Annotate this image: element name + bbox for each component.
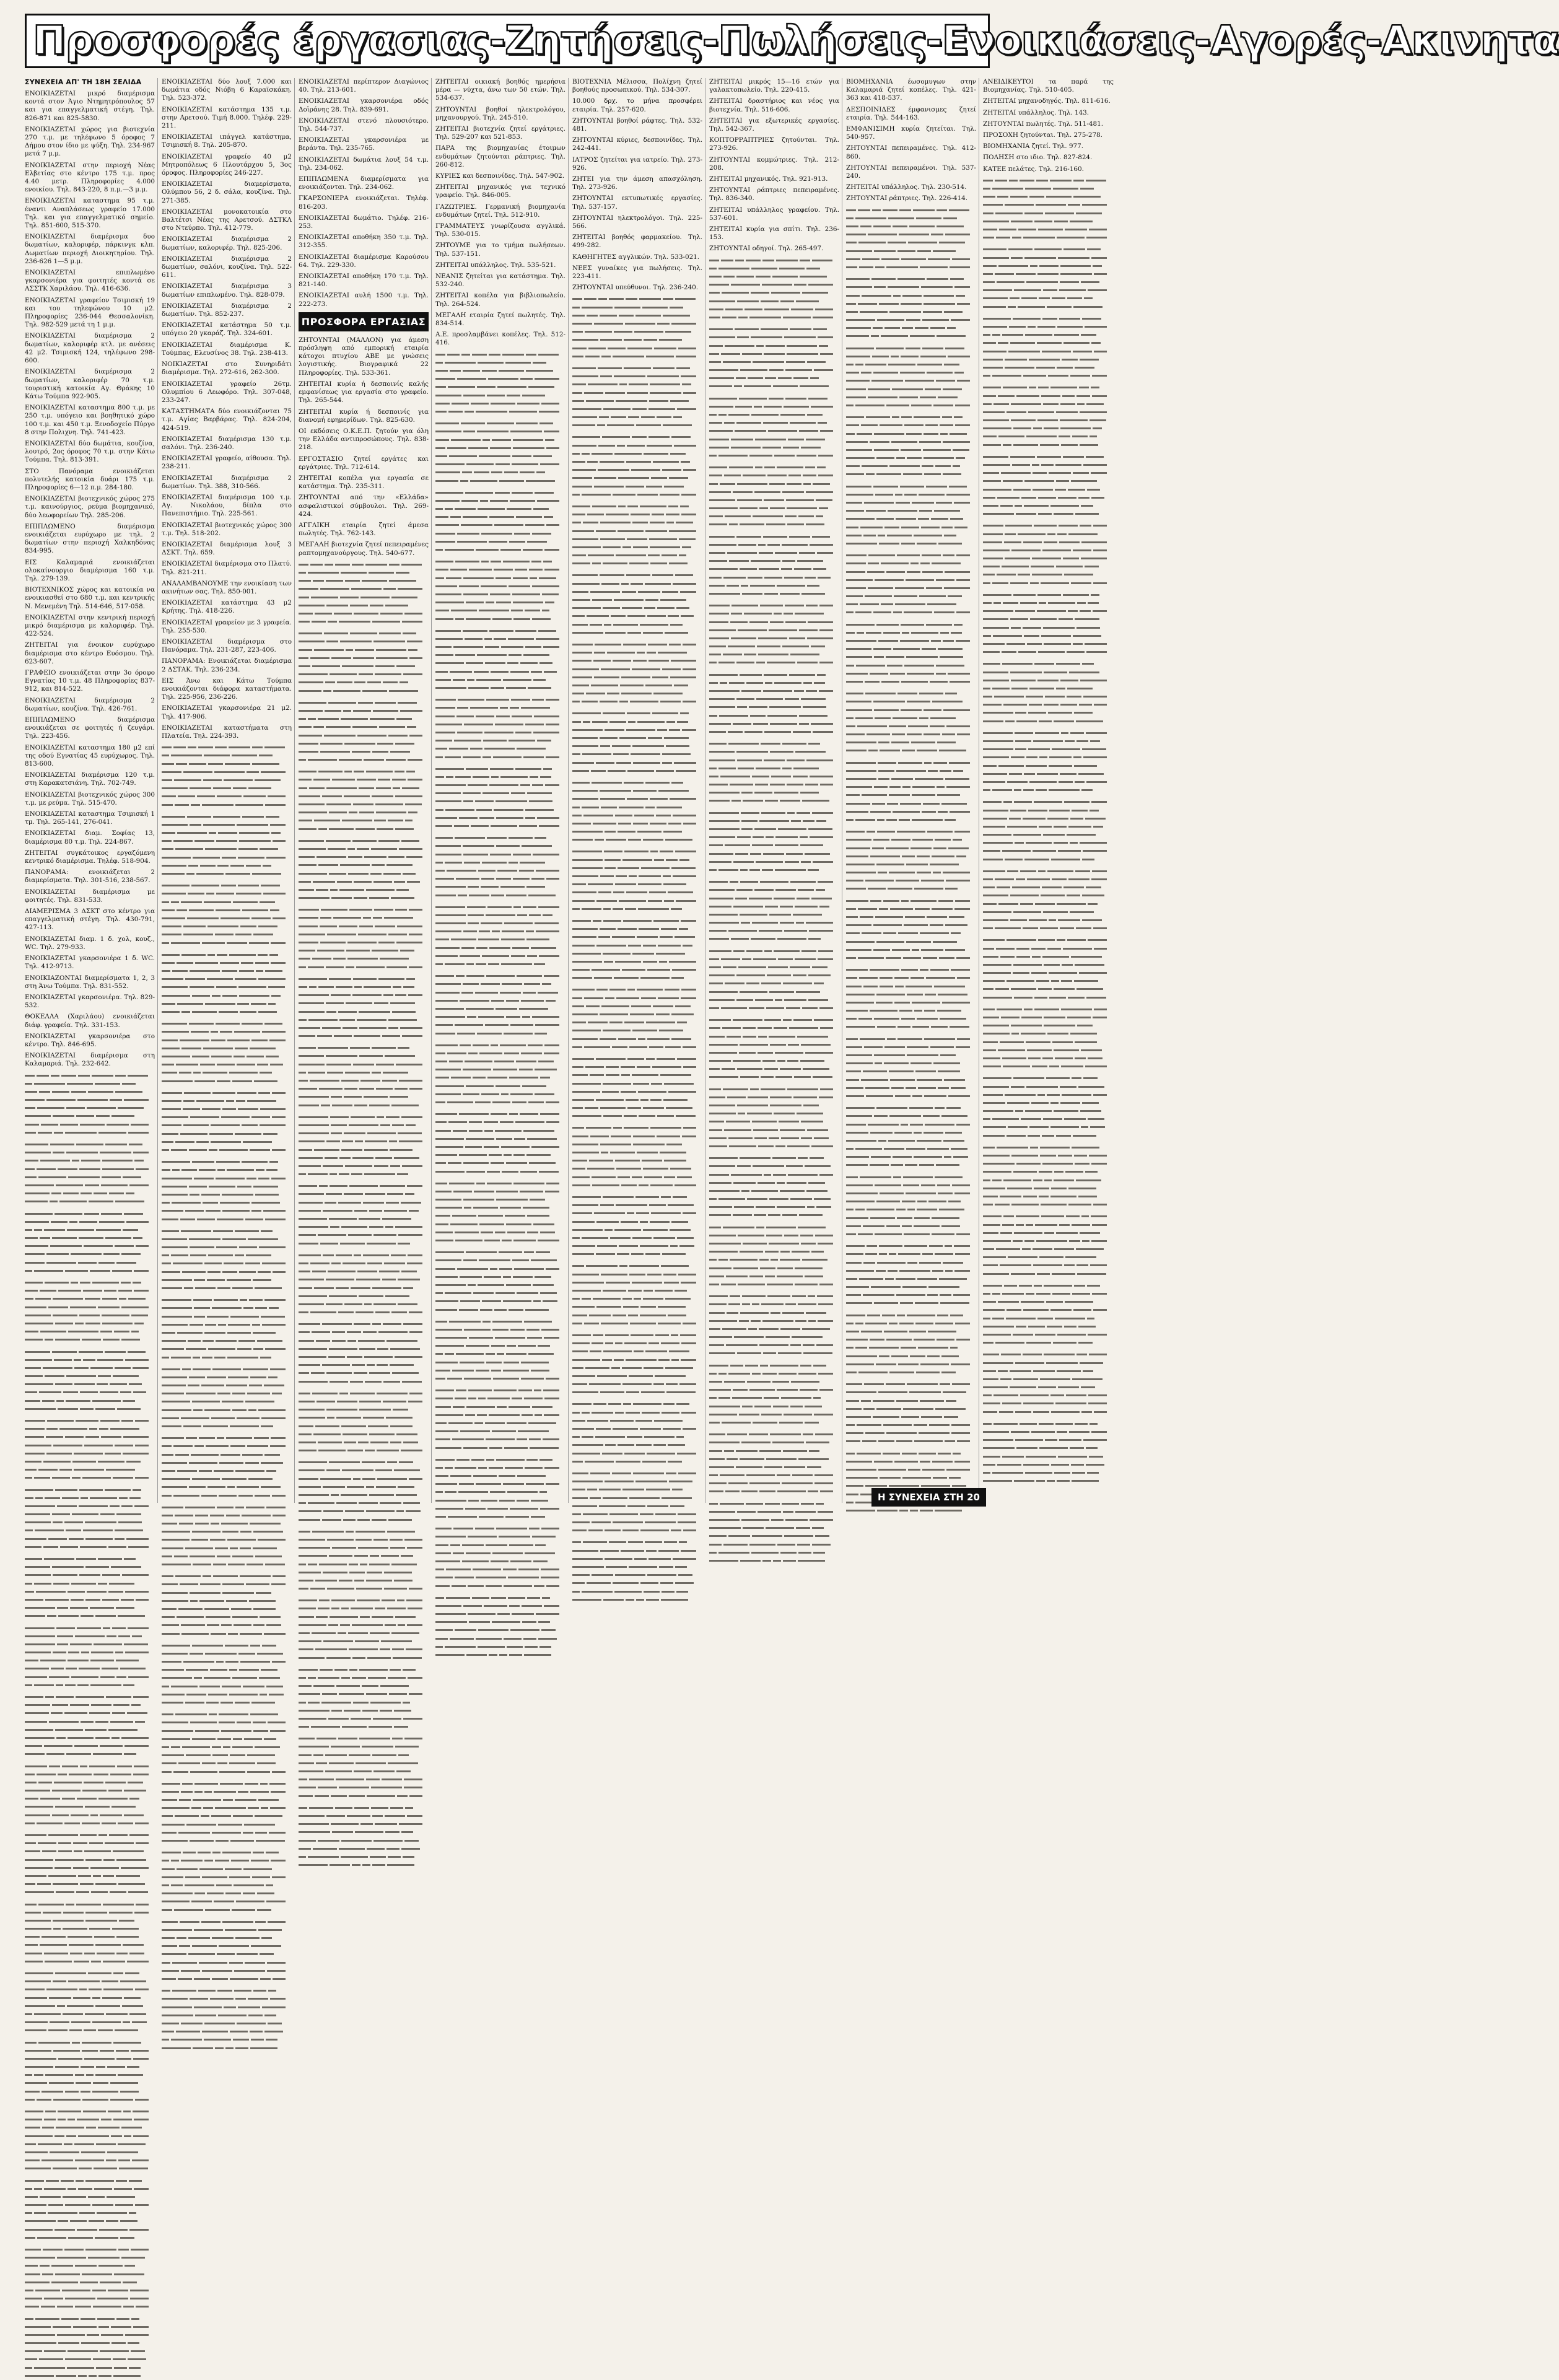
classified-ad: ΕΝΟΙΚΙΑΖΕΤΑΙ γκαρσονιέρα στο κέντρο. Τηλ. 846-695. bbox=[25, 1032, 155, 1048]
classified-ad: ΚΑΘΗΓΗΤΕΣ αγγλικών. Τηλ. 533-021. bbox=[572, 253, 700, 261]
classified-ad: ΖΗΤΕΙΤΑΙ υπάλληλος. Τηλ. 143. bbox=[983, 108, 1090, 116]
classified-ad: ΕΝΟΙΚΙΑΖΕΤΑΙ κατάστημα 50 τ.μ. υπόγειο 20 γκαράζ. Τηλ. 324-601. bbox=[162, 322, 292, 338]
classified-ad: ΕΝΟΙΚΙΑΖΕΤΑΙ δωμάτιο. Τηλέφ. 216-253. bbox=[299, 214, 429, 230]
classified-ad: ΕΝΟΙΚΙΑΖΕΤΑΙ διαμέρισμα στο Πλατύ. Τηλ. 821-211. bbox=[162, 560, 292, 576]
classified-ad: ΖΗΤΕΙΤΑΙ βοηθός φαρμακείου. Τηλ. 499-282. bbox=[572, 234, 702, 250]
classified-ad: ΖΗΤΟΥΝΤΑΙ οδηγοί. Τηλ. 265-497. bbox=[709, 245, 824, 253]
section-title-job-offers: ΠΡΟΣΦΟΡΑ ΕΡΓΑΣΙΑΣ bbox=[299, 312, 429, 331]
classified-ad: ΝΟΙΚΙΑΖΕΤΑΙ στο Συνηριδάτι διαμέρισμα. Τηλ. 272-616, 262-300. bbox=[162, 361, 292, 377]
classified-ad: ΓΚΑΡΣΟΝΙΕΡΑ ενοικιάζεται. Τηλέφ. 816-203. bbox=[299, 195, 429, 211]
classified-ad: ΝΕΑΝΙΣ ζητείται για κατάστημα. Τηλ. 532-240. bbox=[435, 273, 566, 289]
column-4 bbox=[435, 78, 569, 1503]
classified-ad: ΖΗΤΕΙΤΑΙ συγκάτοικος εργαζόμενη κεντρικό διαμέρισμα. Τηλέφ. 518-904. bbox=[25, 849, 155, 865]
classified-ad: ΕΝΟΙΚΙΑΖΕΤΑΙ διαμέρισμα 2 δωματίων, κουζίνα. Τηλ. 426-761. bbox=[25, 696, 155, 712]
classified-ad: ΚΟΠΤΟΡΡΑΠΤΡΙΕΣ ζητούνται. Τηλ. 273-926. bbox=[709, 136, 839, 152]
classified-ad: ΕΝΟΙΚΙΑΖΕΤΑΙ γραφείον Τσιμισκή 19 και του τηλεφώνου 10 μ2. Πληροφορίες 236-044 Θεσσαλονίκη. Τηλ. 982-529 μετά τη 1 μ.μ. bbox=[25, 296, 155, 329]
classified-ad: ΕΠΙΠΛΩΜΕΝΟ διαμέρισμα ενοικιάζεται ευρύχωρο με τηλ. 2 δωματίων στην περιοχή Χαλκηδόνας 834-995. bbox=[25, 522, 155, 555]
classified-ad: ΔΕΣΠΟΙΝΙΔΕΣ έμφανισμες ζητεί εταιρία. Τηλ. 544-163. bbox=[846, 105, 976, 121]
text-block-placeholder bbox=[162, 743, 292, 2052]
classified-ad: ΕΝΟΙΚΙΑΖΕΤΑΙ διαμέρισμα Καρούσου 64. Τηλ. 229-330. bbox=[299, 253, 429, 269]
classified-ad: ΘΟΚΕΛΛΑ (Χαριλάου) ενοικιάζεται διάφ. γραφεία. Τηλ. 331-153. bbox=[25, 1013, 155, 1029]
classified-ad: ΕΝΟΙΚΙΑΖΕΤΑΙ διαμέρισμα με φοιτητές. Τηλ. 831-533. bbox=[25, 888, 155, 904]
classified-ad: ΜΕΓΑΛΗ εταιρία ζητεί πωλητές. Τηλ. 834-514. bbox=[435, 311, 566, 328]
classified-ad: ΣΤΟ Πανόραμα ενοικιάζεται πολυτελής κατοικία δυάρι 175 τ.μ. Πληροφορίες 6—12 π.μ. 284-180. bbox=[25, 467, 155, 491]
classified-ad: ΖΗΤΟΥΝΤΑΙ κύριες, δεσποινίδες. Τηλ. 242-441. bbox=[572, 136, 702, 152]
classified-ad: ΑΝΑΛΑΜΒΑΝΟΥΜΕ την ενοικίαση των ακινήτων σας. Τηλ. 850-001. bbox=[162, 579, 292, 595]
column-2 bbox=[162, 78, 295, 1503]
classified-ad: ΕΝΟΙΚΙΑΖΕΤΑΙ περίπτερον Διαγώνιος 40. Τηλ. 213-601. bbox=[299, 78, 429, 94]
classified-ad: ΕΝΟΙΚΙΑΖΕΤΑΙ δωμάτια λουξ 54 τ.μ. Τηλ. 234-062. bbox=[299, 155, 429, 172]
classified-ad: ΖΗΤΕΙΤΑΙ υπάλληλος. Τηλ. 535-521. bbox=[435, 261, 556, 269]
text-block-placeholder bbox=[709, 256, 839, 1565]
classified-ad: ΕΠΙΠΛΩΜΕΝΑ διαμερίσματα για ενοικιάζονται. Τηλ. 234-062. bbox=[299, 175, 429, 191]
job-ad: ΖΗΤΕΙΤΑΙ κυρία ή δεσποινίς καλής εμφανίσεως για εργασία στο γραφείο. Τηλ. 265-544. bbox=[299, 380, 429, 405]
classified-ad: Α.Ε. προσλαμβάνει κοπέλες. Τηλ. 512-416. bbox=[435, 331, 566, 347]
classified-ad: ΕΝΟΙΚΙΑΖΕΤΑΙ επιπλωμένο γκαρσονιέρα για φοιτητές κοντά σε ΑΣΣΤΚ Χαριλάου. Τηλ. 416-636. bbox=[25, 269, 155, 293]
text-block-placeholder bbox=[572, 295, 702, 1604]
classified-ad: ΖΗΤΕΙΤΑΙ κυρία για σπίτι. Τηλ. 236-153. bbox=[709, 225, 839, 242]
classified-ad: ΕΝΟΙΚΙΑΖΕΤΑΙ στενό πλουσιότερο. Τηλ. 544-737. bbox=[299, 116, 429, 133]
classified-ad: ΕΝΟΙΚΙΑΖΕΤΑΙ διαμέρισμα 2 δωματίων, σαλόνι, κουζίνα. Τηλ. 522-611. bbox=[162, 255, 292, 279]
classified-ad: ΖΗΤΟΥΝΤΑΙ εκτυπωτικές εργασίες. Τηλ. 537-157. bbox=[572, 195, 702, 211]
classified-ad: ΖΗΤΟΥΝΤΑΙ ράπτριες πεπειραμένες. Τηλ. 836-340. bbox=[709, 186, 839, 203]
classified-ad: ΕΝΟΙΚΙΑΖΕΤΑΙ στην περιοχή Νέας Ελβετίας στο κέντρο 175 τ.μ. προς 4.40 μετρ. Πληροφορίες 4.000 ενοικίου. Τηλ. 843-220, 8 π.μ.—3 μ.μ. bbox=[25, 161, 155, 194]
classified-ad: ΕΝΟΙΚΙΑΖΕΤΑΙ καταστημα 95 τ.μ. έναντι Αναπλάσεως γραφείο 17.000 Τηλ. και για επαγγελματικό σημείο. Τηλ. 851-600, 515-370. bbox=[25, 197, 155, 230]
classified-ad: ΖΗΤΟΥΝΤΑΙ πωλητές. Τηλ. 511-481. bbox=[983, 120, 1104, 128]
classified-ad: ΕΝΟΙΚΙΑΖΕΤΑΙ γραφείον με 3 γραφεία. Τηλ. 255-530. bbox=[162, 618, 292, 634]
classifieds-columns bbox=[25, 78, 1114, 1503]
classified-ad: ΒΙΟΤΕΧΝΙΑ Μέλισσα, Πολίχνη ζητεί βοηθούς προσωπικού. Τηλ. 534-307. bbox=[572, 78, 702, 94]
job-ad: ΖΗΤΕΙΤΑΙ κυρία ή δεσποινίς για διανομή εφημερίδων. Τηλ. 825-630. bbox=[299, 408, 429, 424]
classified-ad: ΕΝΟΙΚΙΑΖΕΤΑΙ κατάστημα 135 τ.μ. στην Αρετσού. Τιμή 8.000. Τηλέφ. 229-211. bbox=[162, 105, 292, 130]
classified-ad: ΕΝΟΙΚΙΑΖΕΤΑΙ γκαρσονιέρα. Τηλ. 829-532. bbox=[25, 993, 155, 1010]
classified-ad: ΕΝΟΙΚΙΑΖΕΤΑΙ γκαρσονιέρα 21 μ2. Τηλ. 417-906. bbox=[162, 704, 292, 720]
classified-ad: ΕΝΟΙΚΙΑΖΕΤΑΙ διαμέρισμα 120 τ.μ. στη Καρακατσιάνη. Τηλ. 702-749. bbox=[25, 771, 155, 787]
classified-ad: ΕΝΟΙΚΙΑΖΕΤΑΙ διαμέρισμα δυο δωματίων, καλοριφέρ, πάρκινγκ κλπ. Δωματίων περιοχή Διοικητηρίου. Τηλ. 236-626 1—5 μ.μ. bbox=[25, 233, 155, 265]
classified-ad: ΚΑΤΑΣΤΗΜΑΤΑ δύο ενοικιάζονται 75 τ.μ. Αγίας Βαρβάρας. Τηλ. 824-204, 424-519. bbox=[162, 408, 292, 432]
classified-ad: ΕΝΟΙΚΙΑΖΕΤΑΙ διαμέρισμα Κ. Τούμπας, Ελευσίνος 38. Τηλ. 238-413. bbox=[162, 341, 292, 357]
classified-ad: ΖΗΤΟΥΝΤΑΙ βοηθοί ράφτες. Τηλ. 532-481. bbox=[572, 116, 702, 133]
text-block-placeholder bbox=[983, 177, 1114, 1485]
classified-ad: ΕΝΟΙΚΙΑΖΕΤΑΙ διαμέρισμα 3 δωματίων επιπλωμένο. Τηλ. 828-079. bbox=[162, 282, 292, 299]
classified-ad: ΕΝΟΙΚΙΑΖΕΤΑΙ δύο δωμάτια, κουζίνα, λουτρό, 2ος όροφος 70 τ.μ. στην Κάτω Τούμπα. Τηλ. 813-391. bbox=[25, 439, 155, 464]
classified-ad: ΚΑΤΕΕ πελάτες. Τηλ. 216-160. bbox=[983, 165, 1084, 173]
classified-ad: ΖΗΤΟΥΝΤΑΙ πεπειραμένοι. Τηλ. 537-240. bbox=[846, 164, 976, 180]
classified-ad: ΕΝΟΙΚΙΑΖΕΤΑΙ βιοτεχνικός χώρος 300 τ.μ. με ρεύμα. Τηλ. 515-470. bbox=[25, 790, 155, 807]
classified-ad: ΖΗΤΟΥΝΤΑΙ υπεύθυνοι. Τηλ. 236-240. bbox=[572, 284, 699, 292]
column-3 bbox=[299, 78, 432, 1503]
classified-ad: ΕΝΟΙΚΙΑΖΕΤΑΙ καταστήματα στη Πλατεία. Τηλ. 224-393. bbox=[162, 724, 292, 740]
classified-ad: ΠΟΛΗΣΗ στο ιδιο. Τηλ. 827-824. bbox=[983, 154, 1093, 162]
column-7 bbox=[846, 78, 979, 1503]
classified-ad: ΖΗΤΕΙ για την άμεση απασχόληση. Τηλ. 273-926. bbox=[572, 175, 702, 191]
job-ad: ΑΓΓΛΙΚΗ εταιρία ζητεί άμεσα πωλητές. Τηλ. 762-143. bbox=[299, 521, 429, 538]
classified-ad: ΓΡΑΜΜΑΤΕΥΣ γνωρίζουσα αγγλικά. Τηλ. 530-015. bbox=[435, 222, 566, 238]
job-ad: ΖΗΤΟΥΝΤΑΙ από την «Ελλάδα» ασφαλιστικοί σύμβουλοι. Τηλ. 269-424. bbox=[299, 494, 429, 518]
classified-ad: ΖΗΤΕΙΤΑΙ για εξωτερικές εργασίες. Τηλ. 542-367. bbox=[709, 116, 839, 133]
classified-ad: ΖΗΤΕΙΤΑΙ για ένοικον ευρύχωρο διαμέρισμα στο κέντρο Ευόσμου. Τηλ. 623-607. bbox=[25, 641, 155, 665]
classified-ad: ΖΗΤΟΥΜΕ για το τμήμα πωλήσεων. Τηλ. 537-151. bbox=[435, 242, 566, 258]
job-ad: ΕΡΓΟΣΤΑΣΙΟ ζητεί εργάτες και εργάτριες. Τηλ. 712-614. bbox=[299, 455, 429, 471]
classified-ad: ΕΜΦΑΝΙΣΙΜΗ κυρία ζητείται. Τηλ. 540-957. bbox=[846, 125, 976, 141]
classified-ad: ΕΝΟΙΚΙΑΖΕΤΑΙ καταστημα Τσιμισκή 1 τμ. Τηλ. 265-141, 276-041. bbox=[25, 810, 155, 826]
classified-ad: ΕΠΙΠΛΩΜΕΝΟ διαμέρισμα ενοικιάζεται σε φοιτητές ή ζευγάρι. Τηλ. 223-456. bbox=[25, 716, 155, 740]
continuation-heading: ΣΥΝΕΧΕΙΑ ΑΠ' ΤΗ 18Η ΣΕΛΙΔΑ bbox=[25, 78, 142, 86]
classified-ad: ΕΝΟΙΚΙΑΖΕΤΑΙ διαμ. 1 δ. χολ, κουζ., WC. Τηλ. 279-933. bbox=[25, 935, 155, 951]
column-5 bbox=[572, 78, 705, 1503]
classified-ad: ΕΝΟΙΚΙΑΖΕΤΑΙ διαμέρισμα στο Πανόραμα. Τηλ. 231-287, 223-406. bbox=[162, 637, 292, 654]
classified-ad: ΖΗΤΕΙΤΑΙ μικρός 15—16 ετών για γαλακτοπωλείο. Τηλ. 220-415. bbox=[709, 78, 839, 94]
classified-ad: ΕΝΟΙΚΙΑΖΕΤΑΙ καταστημα 800 τ.μ. με 250 τ.μ. υπόγειο και βοηθητικό χώρο 100 τ.μ. και 450 τ.μ. Ξενοδοχείο Πύργο 8 στην Πολιχνη. Τηλ. 741-423. bbox=[25, 404, 155, 436]
classified-ad: ΠΑΡΑ της βιομηχανίας έτοιμων ενδυμάτων ζητούνται ράπτριες. Τηλ. 260-812. bbox=[435, 144, 566, 168]
classified-ad: ΓΑΖΩΤΡΙΕΣ. Γερμανική βιομηχανία ενδυμάτων ζητεί. Τηλ. 512-910. bbox=[435, 203, 566, 219]
classified-ad: ΠΑΝΟΡΑΜΑ: Ενοικιάζεται διαμέρισμα 2 ΔΣΤΑΚ. Τηλ. 236-234. bbox=[162, 657, 292, 673]
job-ad: ΖΗΤΕΙΤΑΙ κοπέλα για εργασία σε κατάστημα. Τηλ. 235-311. bbox=[299, 474, 429, 491]
classified-ad: ΖΗΤΕΙΤΑΙ υπάλληλος. Τηλ. 230-514. bbox=[846, 183, 967, 191]
classified-ad: ΕΝΟΙΚΙΑΖΕΤΑΙ βιοτεχνικός χώρος 300 τ.μ. Τηλ. 518-202. bbox=[162, 521, 292, 537]
classified-ad: ΕΝΟΙΚΙΑΖΕΤΑΙ γραφείο 26τμ. Ολυμπίου 6 Λεωφόρο. Τηλ. 307-048, 233-247. bbox=[162, 380, 292, 404]
classified-ad: ΖΗΤΟΥΝΤΑΙ κομμώτριες. Τηλ. 212-208. bbox=[709, 155, 839, 172]
classified-ad: ΖΗΤΕΙΤΑΙ δραστήριος και νέος για βιοτεχνία. Τηλ. 516-606. bbox=[709, 97, 839, 113]
classified-ad: ΕΝΟΙΚΙΑΖΕΤΑΙ διαμέρισμα 2 δωματίων. Τηλ. 388, 310-566. bbox=[162, 474, 292, 490]
classified-ad: ΖΗΤΟΥΝΤΑΙ ράπτριες. Τηλ. 226-414. bbox=[846, 195, 968, 203]
classified-ad: ΕΝΟΙΚΙΑΖΕΤΑΙ χώρος για βιοτεχνία 270 τ.μ. με τηλέφωνο 5 όροφος 7 Δήμου στον ίδιο με ψύξη. Τηλ. 234-967 μετά 7 μ.μ. bbox=[25, 125, 155, 158]
classified-ad: ΕΝΟΙΚΙΑΖΕΤΑΙ γραφείο 40 μ2 Μητροπόλεως 6 Πλουτάρχου 5, 3ος όροφος. Πληροφορίες 246-227. bbox=[162, 152, 292, 177]
classified-ad: ΑΝΕΙΔΙΚΕΥΤΟΙ τα παρά της Βιομηχανίας. Τηλ. 510-405. bbox=[983, 78, 1114, 94]
classified-ad: ΖΗΤΕΙΤΑΙ βιοτεχνία ζητεί εργάτριες. Τηλ. 529-207 και 521-853. bbox=[435, 125, 566, 141]
classified-ad: ΕΙΣ Καλαμαριά ενοικιάζεται ολοκαίνουργιο διαμέρισμα 160 τ.μ. Τηλ. 279-139. bbox=[25, 558, 155, 582]
classified-ad: ΕΝΟΙΚΙΑΖΕΤΑΙ γκαρσονιέρα με βεράντα. Τηλ. 235-765. bbox=[299, 136, 429, 152]
classified-ad: ΕΝΟΙΚΙΑΖΕΤΑΙ αποθήκη 350 τ.μ. Τηλ. 312-355. bbox=[299, 234, 429, 250]
text-block-placeholder bbox=[846, 206, 976, 1515]
text-block-placeholder bbox=[435, 351, 566, 1660]
classified-ad: 10.000 δρχ. το μήνα προσφέρει εταιρία. Τηλ. 257-620. bbox=[572, 97, 702, 113]
classified-ad: ΖΗΤΟΥΝΤΑΙ πεπειραμένες. Τηλ. 412-860. bbox=[846, 144, 976, 160]
classified-ad: ΖΗΤΟΥΝΤΑΙ βοηθοί ηλεκτρολόγου, μηχανουργού. Τηλ. 245-510. bbox=[435, 105, 566, 121]
classified-ad: ΓΡΑΦΕΙΟ ενοικιάζεται στην 3ο όροφο Εγνατίας 10 τ.μ. 48 Πληροφορίες 837-912, και 814-522. bbox=[25, 669, 155, 693]
classified-ad: ΕΝΟΙΚΙΑΖΕΤΑΙ ιπάγγελ κατάστημα, Τσιμισκή 8. Τηλ. 205-870. bbox=[162, 133, 292, 149]
classified-ad: ΕΝΟΙΚΙΑΖΕΤΑΙ αυλή 1500 τ.μ. Τηλ. 222-273. bbox=[299, 292, 429, 308]
classified-ad: ΕΝΟΙΚΙΑΖΕΤΑΙ διαμέρισμα 2 δωματίων, καλοριφέρ 70 τ.μ. τουριστική κατοικία Αγ. Θράκης 10 Κάτω Τούμπα 922-905. bbox=[25, 368, 155, 400]
classified-ad: ΕΝΟΙΚΙΑΖΟΝΤΑΙ διαμερίσματα 1, 2, 3 στη Άνω Τούμπα. Τηλ. 831-552. bbox=[25, 974, 155, 990]
classified-ad: ΠΡΟΣΟΧΗ ζητούνται. Τηλ. 275-278. bbox=[983, 131, 1103, 139]
classified-ad: ΙΑΤΡΟΣ ζητείται για ιατρείο. Τηλ. 273-926. bbox=[572, 155, 702, 172]
classified-ad: ΕΝΟΙΚΙΑΖΕΤΑΙ μικρό διαμέρισμα κοντά στον Άγιο Ντημητρόπουλος 57 και για επαγγελματική στέγη. Τηλ. 826-871 και 825-5830. bbox=[25, 90, 155, 122]
classified-ad: ΖΗΤΕΙΤΑΙ μηχανοδηγός. Τηλ. 811-616. bbox=[983, 97, 1111, 105]
job-ad: ΖΗΤΟΥΝΤΑΙ (ΜΑΛΛΟΝ) για άμεση πρόσληψη από εμπορική εταιρία κάτοχοι πτυχίου ΑΒΕ με γνώσεις λογιστικής. Βιογραφικά 22 Πληροφορίες. Τηλ. 533-361. bbox=[299, 336, 429, 377]
column-8 bbox=[983, 78, 1116, 1503]
classified-ad: ΕΝΟΙΚΙΑΖΕΤΑΙ βιοτεχνικός χώρος 275 τ.μ. καινούργιος, ρεύμα βιομηχανικό, δύο λεωφορείων Τηλ. 285-206. bbox=[25, 495, 155, 519]
classified-ad: ΒΙΟΜΗΧΑΝΙΑ έωσομυγων στην Καλαμαριά ζητεί κοπέλες. Τηλ. 421-363 και 418-537. bbox=[846, 78, 976, 102]
classified-ad: ΝΕΕΣ γυναίκες για πωλήσεις. Τηλ. 223-411. bbox=[572, 264, 702, 281]
classified-ad: ΖΗΤΟΥΝΤΑΙ ηλεκτρολόγοι. Τηλ. 225-566. bbox=[572, 214, 702, 230]
classified-ad: ΠΑΝΟΡΑΜΑ: ενοικιάζεται 2 διαμερίσματα. Τηλ. 301-516, 238-567. bbox=[25, 868, 155, 885]
classified-ad: ΕΝΟΙΚΙΑΖΕΤΑΙ στην κεντρική περιοχή μικρό διαμέρισμα με καλοριφέρ. Τηλ. 422-524. bbox=[25, 613, 155, 638]
classified-ad: ΖΗΤΕΙΤΑΙ οικιακή βοηθός ημερήσια μέρα — νύχτα, άνω των 50 ετών. Τηλ. 534-637. bbox=[435, 78, 566, 102]
classified-ad: ΕΝΟΙΚΙΑΖΕΤΑΙ κατάστημα 43 μ2 Κρήτης. Τηλ. 418-226. bbox=[162, 599, 292, 615]
classified-ad: ΕΝΟΙΚΙΑΖΕΤΑΙ μονοκατοικία στο Βαλτέτσι Νέας της Αρετσού. ΔΣΤΚΛ στο Ντεύρπο. Τηλ. 412-779. bbox=[162, 208, 292, 232]
classified-ad: ΚΥΡΙΕΣ και δεσποινίδες. Τηλ. 547-902. bbox=[435, 172, 565, 180]
column-6 bbox=[709, 78, 842, 1503]
classified-ad: ΕΝΟΙΚΙΑΖΕΤΑΙ διαμέρισμα 100 τ.μ. Αγ. Νικολάου, δίπλα στο Πανεπιστήμιο. Τηλ. 225-561. bbox=[162, 493, 292, 518]
job-ad: ΟΙ εκδόσεις Ο.Κ.Ε.Π. ζητούν για όλη την Ελλάδα αντιπροσώπους. Τηλ. 838-218. bbox=[299, 427, 429, 452]
classified-ad: ΖΗΤΕΙΤΑΙ μηχανικός για τεχνικό γραφείο. Τηλ. 846-005. bbox=[435, 183, 566, 199]
classified-ad: ΔΙΑΜΕΡΙΣΜΑ 3 ΔΣΚΤ στο κέντρο για επαγγελματική στέγη. Τηλ. 430-791, 427-113. bbox=[25, 908, 155, 932]
classified-ad: ΕΝΟΙΚΙΑΖΕΤΑΙ διαμερίσματα, Ολύμπου 56, 2 δ. σάλα, κουζίνα. Τηλ. 271-385. bbox=[162, 180, 292, 204]
classified-ad: ΖΗΤΕΙΤΑΙ μηχανικός. Τηλ. 921-913. bbox=[709, 175, 828, 183]
job-ad: ΜΕΓΑΛΗ βιοτεχνία ζητεί πεπειραμένες ραπτομηχανούργους. Τηλ. 540-677. bbox=[299, 541, 429, 557]
classified-ad: ΕΙΣ Άνω και Κάτω Τούμπα ενοικιάζονται διάφορα καταστήματα. Τηλ. 225-956, 236-226. bbox=[162, 676, 292, 701]
classified-ad: ΕΝΟΙΚΙΑΖΕΤΑΙ διαμέρισμα λουξ 3 ΔΣΚΤ. Τηλ. 659. bbox=[162, 540, 292, 557]
classified-ad: ΖΗΤΕΙΤΑΙ κοπέλα για βιβλιοπωλείο. Τηλ. 264-524. bbox=[435, 292, 566, 308]
classified-ad: ΕΝΟΙΚΙΑΖΕΤΑΙ διαμέρισμα 130 τ.μ. σαλόνι. Τηλ. 236-240. bbox=[162, 435, 292, 451]
classifieds-banner bbox=[25, 14, 1559, 68]
classified-ad: ΕΝΟΙΚΙΑΖΕΤΑΙ αποθήκη 170 τ.μ. Τηλ. 821-140. bbox=[299, 273, 429, 289]
classified-ad: ΕΝΟΙΚΙΑΖΕΤΑΙ διαμέρισμα στη Καλαμαριά. Τηλ. 232-642. bbox=[25, 1052, 155, 1068]
column-1 bbox=[25, 78, 158, 1503]
continued-label: Η ΣΥΝΕΧΕΙΑ ΣΤΗ 20 bbox=[871, 1488, 986, 1507]
classified-ad: ΒΙΟΜΗΧΑΝΙΑ ζητεί. Τηλ. 977. bbox=[983, 142, 1084, 151]
classified-ad: ΕΝΟΙΚΙΑΖΕΤΑΙ διαμέρισμα 2 δωματίων. Τηλ. 852-237. bbox=[162, 302, 292, 318]
banner-title: Προσφορές έργασιας-Ζητήσεις-Πωλήσεις-Ενοικιάσεις-Αγορές-Ακινητα bbox=[33, 18, 1559, 64]
classified-ad: ΕΝΟΙΚΙΑΖΕΤΑΙ γκαρσονιέρα οδός Δοϊράνης 28. Τηλ. 839-691. bbox=[299, 97, 429, 113]
text-block-placeholder bbox=[25, 1072, 155, 2380]
classified-ad: ΕΝΟΙΚΙΑΖΕΤΑΙ γραφείο, αίθουσα. Τηλ. 238-211. bbox=[162, 455, 292, 471]
classified-ad: ΕΝΟΙΚΙΑΖΕΤΑΙ γκαρσονιέρα 1 δ. WC. Τηλ. 412-9713. bbox=[25, 955, 155, 971]
classified-ad: ΕΝΟΙΚΙΑΖΕΤΑΙ διαμέρισμα 2 δωματίων, καλοριφέρ. Τηλ. 825-206. bbox=[162, 235, 292, 252]
classified-ad: ΕΝΟΙΚΙΑΖΕΤΑΙ διαμ. Σοφίας 13, διαμέρισμα 80 τ.μ. Τηλ. 224-867. bbox=[25, 829, 155, 846]
classified-ad: ΕΝΟΙΚΙΑΖΕΤΑΙ διαμέρισμα 2 δωματίων, καλοριφέρ κτλ. με ανέσεις 42 μ2. Τσιμισκή 124, τηλέφωνο 298-600. bbox=[25, 332, 155, 365]
classified-ad: ΕΝΟΙΚΙΑΖΕΤΑΙ δύο λουξ 7.000 και δωμάτια οδός Νιόβη 6 Καραϊσκάκη. Τηλ. 523-372. bbox=[162, 78, 292, 102]
classified-ad: ΕΝΟΙΚΙΑΖΕΤΑΙ καταστημα 180 μ2 επί της οδού Εγνατίας 45 ευρύχωρος. Τηλ. 813-600. bbox=[25, 743, 155, 768]
classified-ad: ΖΗΤΕΙΤΑΙ υπάλληλος γραφείου. Τηλ. 537-601. bbox=[709, 206, 839, 222]
text-block-placeholder bbox=[299, 561, 429, 1870]
classified-ad: ΒΙΟΤΕΧΝΙΚΟΣ χώρος και κατοικία να ενοικιασθεί στο 680 τ.μ. και κεντρικής Ν. Μενεμένη Τηλ. 514-646, 517-058. bbox=[25, 586, 155, 610]
